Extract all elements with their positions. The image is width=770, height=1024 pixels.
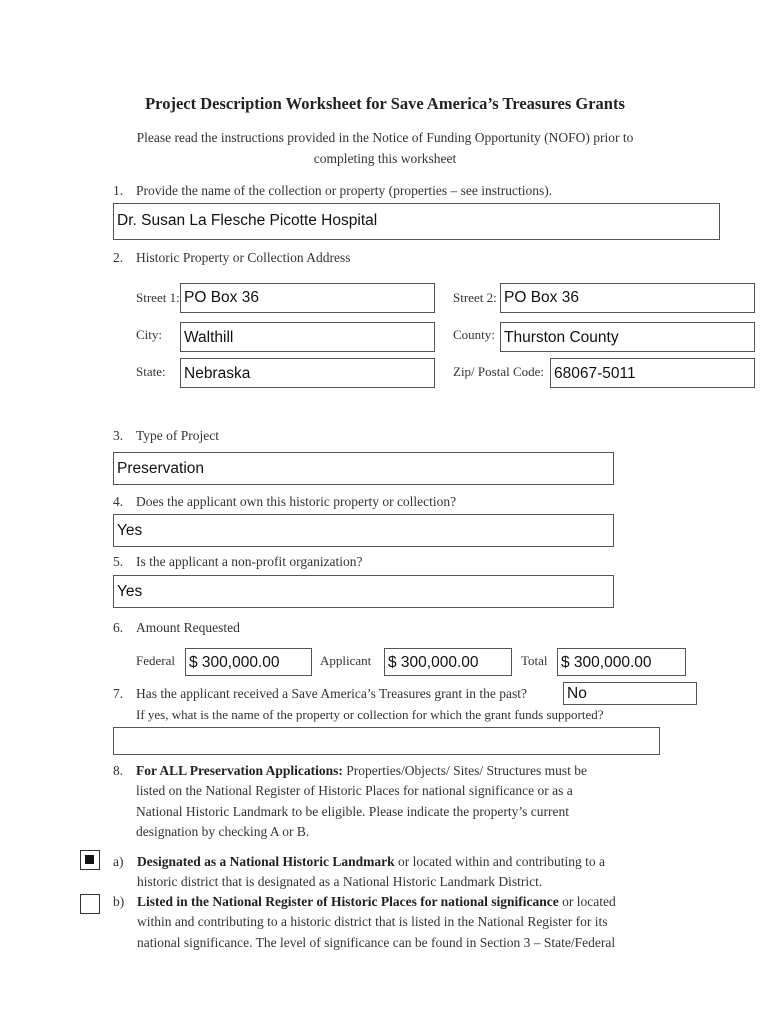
- option-b-bold: Listed in the National Register of Historic Places for national significance: [137, 894, 559, 909]
- option-b-checkbox[interactable]: [80, 894, 100, 914]
- q5-number: 5.: [113, 554, 124, 569]
- city-value: Walthill: [184, 329, 234, 346]
- q2-number: 2.: [113, 250, 124, 265]
- state-value: Nebraska: [184, 365, 251, 382]
- q4-question: Does the applicant own this historic property or collection?: [136, 494, 457, 509]
- county-label: County:: [453, 327, 495, 342]
- q7-question: Has the applicant received a Save America’s Treasures grant in the past?: [136, 686, 527, 701]
- q8-line-3: National Historic Landmark to be eligible. Please indicate the property’s current: [136, 804, 569, 819]
- q8-bold-heading: For ALL Preservation Applications:: [136, 763, 343, 778]
- total-amount-field[interactable]: [557, 648, 686, 676]
- project-type-field[interactable]: [113, 452, 614, 485]
- q8-line-4: designation by checking A or B.: [136, 824, 310, 839]
- option-b-letter: b): [113, 894, 125, 909]
- total-label: Total: [521, 653, 548, 668]
- applicant-amount-field[interactable]: [384, 648, 512, 676]
- q1-question: Provide the name of the collection or property (properties – see instructions).: [136, 183, 553, 198]
- option-a-check-mark: [85, 855, 94, 864]
- instructions-line-1: Please read the instructions provided in the Notice of Funding Opportunity (NOFO) prior to: [136, 130, 634, 145]
- past-grant-field[interactable]: [563, 682, 697, 705]
- state-label: State:: [136, 364, 166, 379]
- applicant-amount-value: $ 300,000.00: [388, 654, 479, 671]
- q2-question: Historic Property or Collection Address: [136, 250, 351, 265]
- option-a-bold: Designated as a National Historic Landmark: [137, 854, 395, 869]
- q7-number: 7.: [113, 686, 124, 701]
- option-a-checkbox[interactable]: [80, 850, 100, 870]
- street2-label: Street 2:: [453, 290, 497, 305]
- page-title: Project Description Worksheet for Save America’s Treasures Grants: [145, 94, 625, 113]
- instructions-line-2: completing this worksheet: [313, 151, 457, 166]
- nonprofit-field[interactable]: [113, 575, 614, 608]
- street1-field[interactable]: [180, 283, 435, 313]
- applicant-label: Applicant: [320, 653, 372, 668]
- nonprofit-value: Yes: [117, 583, 143, 600]
- option-b-line-3: national significance. The level of significance can be found in Section 3 – State/Federal: [137, 935, 616, 950]
- project-type-value: Preservation: [117, 460, 205, 477]
- q3-number: 3.: [113, 428, 124, 443]
- federal-amount-value: $ 300,000.00: [189, 654, 280, 671]
- federal-amount-field[interactable]: [185, 648, 312, 676]
- option-a-letter: a): [113, 854, 124, 869]
- option-b-line-2: within and contributing to a historic district that is listed in the National Register for its: [137, 914, 608, 929]
- county-field[interactable]: [500, 322, 755, 352]
- city-field[interactable]: [180, 322, 435, 352]
- past-grant-name-field[interactable]: [113, 727, 660, 755]
- zip-value: 68067-5011: [554, 365, 636, 382]
- county-value: Thurston County: [504, 329, 619, 346]
- q8-line-2: listed on the National Register of Historic Places for national significance or as a: [136, 783, 573, 798]
- q8-line-1-rest: Properties/Objects/ Sites/ Structures must be: [342, 763, 587, 778]
- owns-property-value: Yes: [117, 522, 143, 539]
- federal-label: Federal: [136, 653, 175, 668]
- street2-value: PO Box 36: [504, 289, 579, 306]
- q4-number: 4.: [113, 494, 124, 509]
- q3-question: Type of Project: [136, 428, 220, 443]
- collection-name-field[interactable]: [113, 203, 720, 240]
- option-a-line-2: historic district that is designated as a National Historic Landmark District.: [137, 874, 543, 889]
- q8-number: 8.: [113, 763, 124, 778]
- zip-label: Zip/ Postal Code:: [453, 364, 544, 379]
- street1-label: Street 1:: [136, 290, 180, 305]
- street1-value: PO Box 36: [184, 289, 259, 306]
- q6-number: 6.: [113, 620, 124, 635]
- q1-number: 1.: [113, 183, 124, 198]
- q8-line-1: [136, 763, 587, 779]
- q7-followup: If yes, what is the name of the property or collection for which the grant funds supported?: [136, 707, 604, 722]
- option-b-rest: or located: [558, 894, 616, 909]
- past-grant-value: No: [567, 685, 587, 702]
- collection-name-value: Dr. Susan La Flesche Picotte Hospital: [117, 212, 378, 229]
- q6-question: Amount Requested: [136, 620, 240, 635]
- city-label: City:: [136, 327, 163, 342]
- q5-question: Is the applicant a non-profit organization?: [136, 554, 363, 569]
- option-a-rest: or located within and contributing to a: [394, 854, 605, 869]
- state-field[interactable]: [180, 358, 435, 388]
- total-amount-value: $ 300,000.00: [561, 654, 652, 671]
- zip-field[interactable]: [550, 358, 755, 388]
- option-b-line-1: [137, 894, 616, 910]
- owns-property-field[interactable]: [113, 514, 614, 547]
- street2-field[interactable]: [500, 283, 755, 313]
- option-a-line-1: [137, 854, 605, 870]
